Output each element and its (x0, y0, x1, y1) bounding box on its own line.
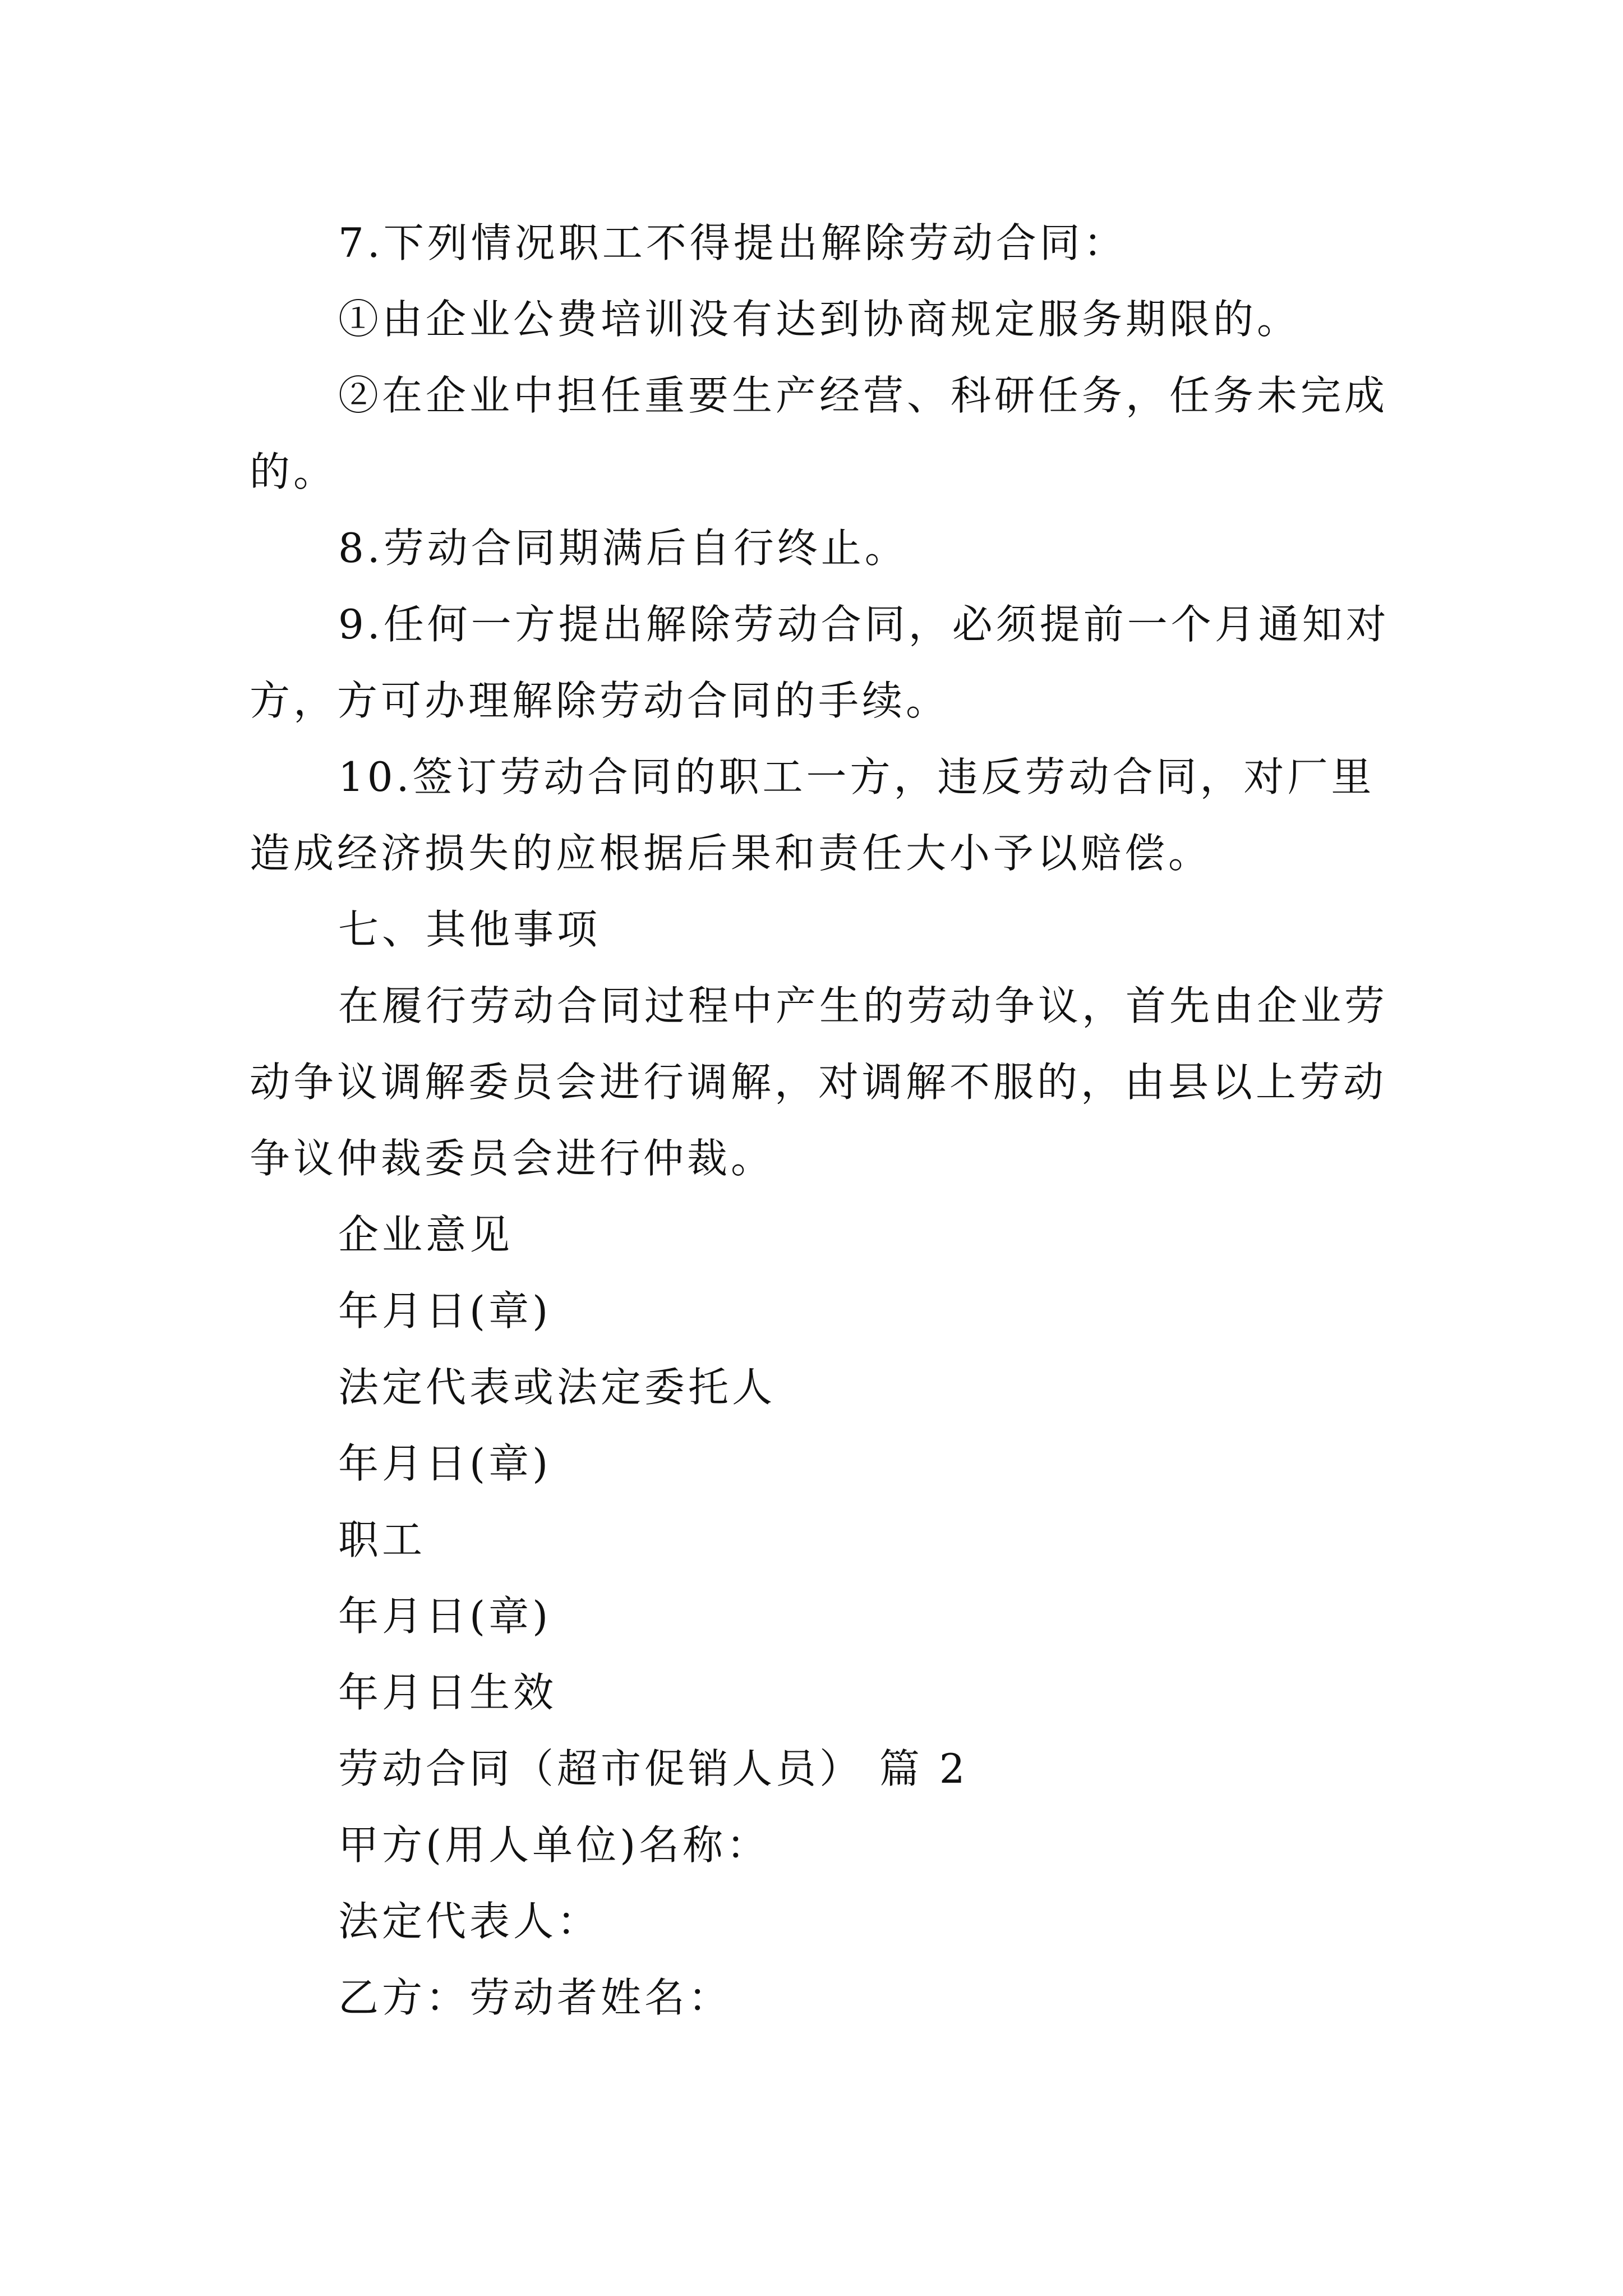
text-line: 10.签订劳动合同的职工一方，违反劳动合同，对厂里 (338, 753, 1375, 800)
section-7-heading (250, 891, 1388, 968)
date-seal-line (250, 1578, 1388, 1654)
text-line: 乙方：劳动者姓名： (338, 1974, 732, 2021)
date-seal-line (250, 1273, 1388, 1349)
text-line: 年月日生效 (338, 1669, 557, 1716)
text-line: 方，方可办理解除劳动合同的手续。 (250, 677, 950, 724)
text-line: 甲方(用人单位)名称： (338, 1821, 771, 1869)
text-line: 争议仲裁委员会进行仲裁。 (250, 1135, 775, 1182)
text-line: 9.任何一方提出解除劳动合同，必须提前一个月通知对 (338, 601, 1390, 648)
text-line: 造成经济损失的应根据后果和责任大小予以赔偿。 (250, 830, 1212, 877)
text-line: ①由企业公费培训没有达到协商规定服务期限的。 (338, 296, 1301, 343)
text-line: 企业意见 (338, 1211, 514, 1258)
dispute-resolution-paragraph (250, 968, 1388, 1197)
text-line: 年月日(章) (338, 1593, 552, 1640)
clause-8 (250, 510, 1388, 586)
text-line: 年月日(章) (338, 1440, 552, 1487)
text-line: 的。 (250, 448, 338, 495)
text-line: 法定代表或法定委托人 (338, 1364, 776, 1411)
clause-7-item-2 (250, 357, 1388, 510)
text-line: 年月日(章) (338, 1287, 552, 1335)
text-line: 7.下列情况职工不得提出解除劳动合同： (338, 219, 1127, 266)
clause-9 (250, 586, 1388, 739)
text-line: ②在企业中担任重要生产经营、科研任务，任务未完成 (338, 372, 1389, 419)
legal-representative-field-label (250, 1883, 1388, 1959)
clause-10 (250, 739, 1388, 891)
legal-representative-label (250, 1349, 1388, 1425)
text-line: 在履行劳动合同过程中产生的劳动争议，首先由企业劳 (338, 982, 1389, 1029)
contract-2-title (250, 1731, 1388, 1807)
text-line: 法定代表人： (338, 1898, 601, 1945)
text-line: 职工 (338, 1516, 426, 1563)
text-line: 动争议调解委员会进行调解，对调解不服的，由县以上劳动 (250, 1059, 1387, 1106)
employee-label (250, 1502, 1388, 1578)
party-b-name-label (250, 1959, 1388, 2036)
clause-7-item-1 (250, 281, 1388, 357)
document-body (250, 205, 1388, 2036)
clause-7-heading (250, 205, 1388, 281)
enterprise-opinion-label (250, 1197, 1388, 1273)
text-line: 8.劳动合同期满后自行终止。 (338, 524, 909, 572)
date-seal-line (250, 1425, 1388, 1502)
party-a-name-label (250, 1807, 1388, 1883)
text-line: 劳动合同（超市促销人员） 篇 2 (338, 1745, 969, 1792)
text-line: 七、其他事项 (338, 906, 601, 953)
effective-date-line (250, 1654, 1388, 1731)
